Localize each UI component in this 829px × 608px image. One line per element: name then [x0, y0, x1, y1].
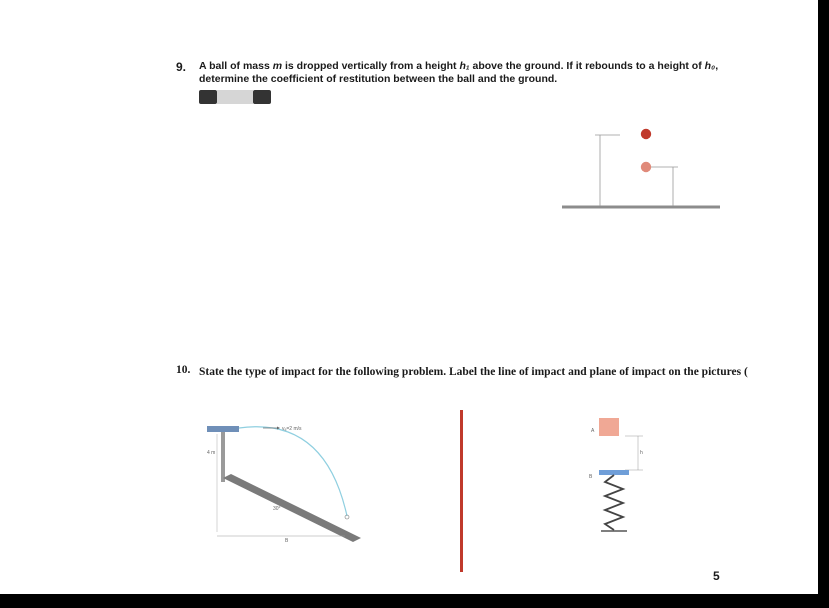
ball-rebound-figure — [556, 122, 726, 214]
velocity-label: vₐ=2 m/s — [282, 426, 302, 432]
incline-plane — [223, 474, 361, 542]
platform — [207, 426, 239, 432]
plate-b-icon — [599, 470, 629, 475]
question-10-text: State the type of impact for the following problem. Label the line of impact and plane of impact on the pictures ( — [199, 366, 748, 378]
vertical-divider — [460, 410, 463, 572]
question-10-number: 10. — [176, 364, 191, 376]
ball-rebound-icon — [641, 162, 651, 172]
drop-height-label: h — [640, 450, 643, 456]
block-a-icon — [599, 418, 619, 436]
plate-label: B — [589, 474, 593, 480]
base-label: B — [285, 538, 289, 544]
question-9-number: 9. — [176, 60, 187, 74]
question-9-text: A ball of mass m is dropped vertically from a height h₁ above the ground. If it rebounds to a height of h₀, determine the coefficient of restitution between the ball and the ground. — [199, 60, 719, 85]
block-label: A — [591, 428, 595, 434]
projectile-incline-figure — [205, 416, 370, 544]
redacted-text — [199, 90, 271, 104]
ball-dropped-icon — [641, 129, 651, 139]
height-label: 4 m — [207, 450, 216, 456]
block-spring-figure — [585, 412, 655, 538]
angle-label: 30° — [273, 506, 281, 512]
trajectory-path — [239, 427, 347, 516]
support-post — [221, 432, 225, 482]
spring-icon — [605, 475, 623, 530]
page-number: 5 — [713, 569, 720, 583]
